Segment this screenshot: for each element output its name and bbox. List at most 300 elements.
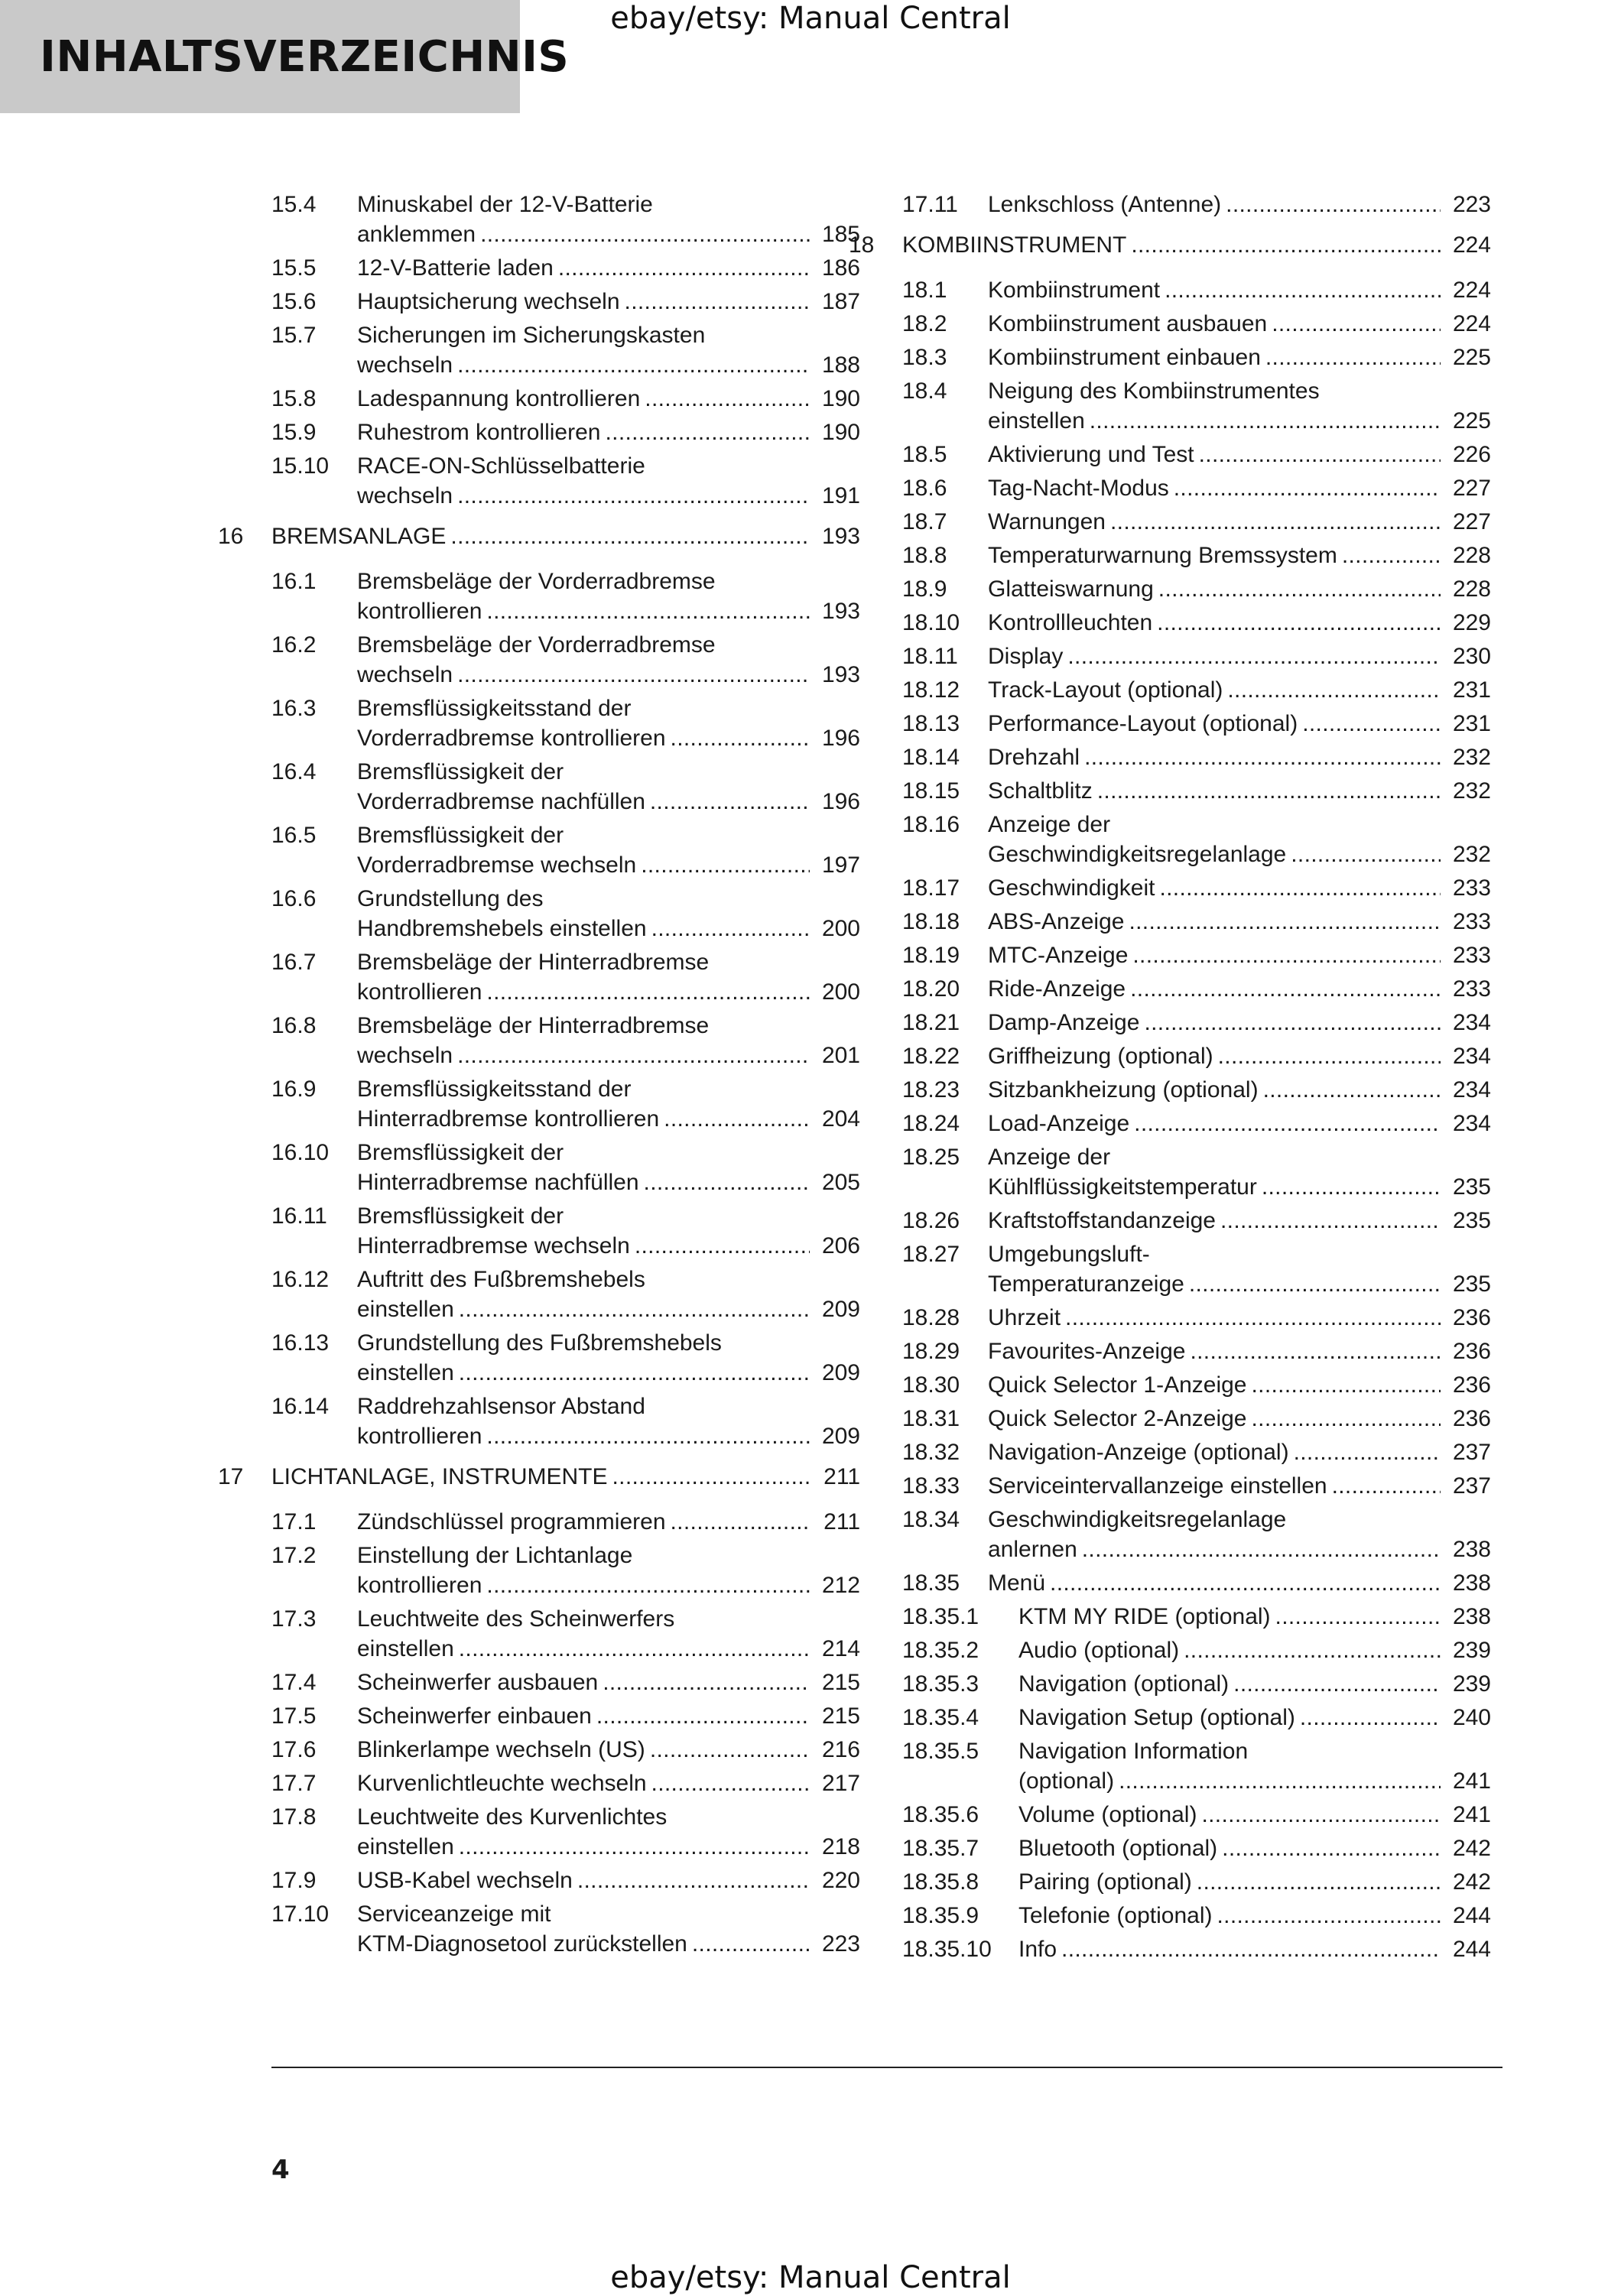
toc-entry-title: Audio (optional): [1018, 1638, 1180, 1663]
toc-entry-title: Griffheizung (optional): [988, 1044, 1213, 1069]
toc-entry[interactable]: [902, 1867, 1491, 1897]
toc-entry-page: 196: [821, 789, 860, 814]
toc-entry[interactable]: [271, 320, 860, 380]
toc-entry-title: Hinterradbremse nachfüllen: [357, 1170, 639, 1195]
toc-entry-number: 18.4: [902, 378, 947, 404]
toc-entry[interactable]: [902, 974, 1491, 1004]
toc-entry-title: einstellen: [357, 1636, 454, 1661]
dot-leader: [1061, 1934, 1441, 1964]
dot-leader: [650, 787, 810, 817]
toc-entry-page: 225: [1452, 345, 1491, 370]
toc-entry[interactable]: [902, 574, 1491, 604]
toc-entry-page: 190: [821, 386, 860, 411]
toc-entry-number: 18.30: [902, 1372, 960, 1398]
toc-entry-number: 18.21: [902, 1010, 960, 1035]
toc-entry[interactable]: [902, 907, 1491, 937]
toc-entry-page: 240: [1452, 1705, 1491, 1730]
toc-entry-number: 18.35.4: [902, 1705, 979, 1730]
toc-entry[interactable]: [849, 230, 1491, 260]
dot-leader: [1130, 974, 1441, 1004]
toc-entry[interactable]: [902, 1505, 1491, 1564]
dot-leader: [486, 596, 810, 626]
toc-entry-title-line: Serviceanzeige mit: [357, 1901, 551, 1927]
toc-entry-title: kontrollieren: [357, 599, 482, 624]
dot-leader: [1165, 275, 1441, 305]
toc-entry-title: Bluetooth (optional): [1018, 1836, 1218, 1861]
dot-leader: [1065, 1303, 1441, 1333]
toc-entry[interactable]: [271, 1201, 860, 1261]
toc-entry[interactable]: [902, 776, 1491, 806]
toc-entry-title: wechseln: [357, 483, 453, 508]
toc-entry-number: 18.8: [902, 543, 947, 568]
toc-entry-title: Info: [1018, 1937, 1057, 1962]
toc-entry-page: 233: [1452, 875, 1491, 901]
toc-entry-number: 17.1: [271, 1509, 317, 1534]
toc-entry[interactable]: [271, 693, 860, 753]
toc-entry[interactable]: [902, 873, 1491, 903]
dot-leader: [1199, 440, 1441, 469]
toc-entry-title: Geschwindigkeitsregelanlage: [988, 842, 1287, 867]
toc-entry-title: ABS-Anzeige: [988, 909, 1125, 934]
toc-entry[interactable]: [271, 1735, 860, 1765]
toc-entry[interactable]: [902, 1008, 1491, 1038]
toc-entry[interactable]: [271, 1074, 860, 1134]
toc-entry-number: 18.24: [902, 1111, 960, 1136]
toc-entry-page: 193: [821, 599, 860, 624]
toc-entry-number: 15.10: [271, 453, 330, 479]
dot-leader: [1275, 1602, 1441, 1632]
dot-leader: [1157, 608, 1441, 638]
toc-entry-title: Favourites-Anzeige: [988, 1339, 1186, 1364]
toc-entry[interactable]: [271, 1768, 860, 1798]
toc-entry[interactable]: [218, 1462, 860, 1492]
toc-entry[interactable]: [902, 1602, 1491, 1632]
toc-entry[interactable]: [271, 384, 860, 414]
toc-entry-number: 18.35.1: [902, 1604, 979, 1629]
toc-entry-title: Performance-Layout (optional): [988, 711, 1298, 736]
toc-entry-number: 18.7: [902, 509, 947, 534]
toc-entry-page: 214: [821, 1636, 860, 1661]
toc-entry[interactable]: [271, 1668, 860, 1697]
toc-entry-number: 18.29: [902, 1339, 960, 1364]
toc-entry-page: 235: [1452, 1208, 1491, 1233]
toc-entry-page: 242: [1452, 1836, 1491, 1861]
dot-leader: [1190, 1336, 1441, 1366]
toc-entry-title: Ride-Anzeige: [988, 976, 1126, 1002]
toc-entry[interactable]: [902, 343, 1491, 372]
dot-leader: [603, 1668, 810, 1697]
toc-entry-title: Pairing (optional): [1018, 1869, 1192, 1895]
toc-entry[interactable]: [271, 820, 860, 880]
toc-entry-title-line: Raddrehzahlsensor Abstand: [357, 1394, 645, 1419]
dot-leader: [457, 481, 810, 511]
toc-entry-title: Warnungen: [988, 509, 1106, 534]
toc-entry[interactable]: [902, 1833, 1491, 1863]
toc-entry[interactable]: [902, 190, 1491, 219]
toc-entry-title-line: Sicherungen im Sicherungskasten: [357, 323, 706, 348]
toc-entry-page: 234: [1452, 1077, 1491, 1103]
toc-entry-title: Menü: [988, 1570, 1046, 1596]
toc-entry[interactable]: [271, 1265, 860, 1324]
dot-leader: [1132, 940, 1441, 970]
toc-entry-number: 18.13: [902, 711, 960, 736]
toc-entry-number: 16.9: [271, 1077, 317, 1102]
toc-entry-title-line: Bremsflüssigkeitsstand der: [357, 696, 632, 721]
toc-entry-number: 18.17: [902, 875, 960, 901]
toc-entry[interactable]: [271, 287, 860, 317]
toc-entry[interactable]: [271, 947, 860, 1007]
toc-entry[interactable]: [902, 473, 1491, 503]
toc-entry-page: 200: [821, 979, 860, 1005]
toc-entry-number: 18.28: [902, 1305, 960, 1330]
dot-leader: [625, 287, 810, 317]
toc-entry[interactable]: [902, 742, 1491, 772]
toc-entry-page: 233: [1452, 943, 1491, 968]
toc-entry-page: 238: [1452, 1604, 1491, 1629]
toc-entry[interactable]: [902, 1239, 1491, 1299]
toc-entry-page: 193: [821, 524, 860, 549]
toc-entry-page: 234: [1452, 1111, 1491, 1136]
toc-entry-title-line: Neigung des Kombiinstrumentes: [988, 378, 1320, 404]
toc-entry-number: 18.35.8: [902, 1869, 979, 1895]
toc-entry[interactable]: [902, 1336, 1491, 1366]
toc-entry-number: 18.33: [902, 1473, 960, 1499]
toc-entry-page: 237: [1452, 1473, 1491, 1499]
toc-entry[interactable]: [902, 1934, 1491, 1964]
toc-entry[interactable]: [902, 376, 1491, 436]
toc-entry-page: 215: [821, 1703, 860, 1729]
toc-entry[interactable]: [271, 1541, 860, 1600]
toc-entry-title: Kombiinstrument ausbauen: [988, 311, 1268, 336]
toc-entry-title: Telefonie (optional): [1018, 1903, 1213, 1928]
toc-entry-page: 232: [1452, 778, 1491, 804]
toc-entry-page: 224: [1452, 232, 1491, 258]
dot-leader: [459, 1358, 810, 1388]
toc-entry[interactable]: [271, 567, 860, 626]
toc-entry-title-line: Grundstellung des Fußbremshebels: [357, 1330, 722, 1356]
toc-entry-title: Navigation Setup (optional): [1018, 1705, 1295, 1730]
toc-entry[interactable]: [271, 757, 860, 817]
toc-entry[interactable]: [902, 641, 1491, 671]
toc-entry-page: 225: [1452, 408, 1491, 434]
dot-leader: [1082, 1534, 1441, 1564]
dot-leader: [671, 723, 810, 753]
toc-entry[interactable]: [271, 1701, 860, 1731]
toc-entry-page: 185: [821, 222, 860, 247]
toc-entry[interactable]: [902, 1370, 1491, 1400]
dot-leader: [486, 1421, 810, 1451]
toc-entry-title: Sitzbankheizung (optional): [988, 1077, 1259, 1103]
toc-entry-page: 236: [1452, 1406, 1491, 1431]
dot-leader: [1226, 190, 1441, 219]
toc-entry-title: Uhrzeit: [988, 1305, 1061, 1330]
toc-entry-number: 18: [849, 232, 875, 258]
toc-entry-page: 228: [1452, 576, 1491, 602]
toc-entry-title: anlernen: [988, 1537, 1077, 1562]
toc-entry-title-line: Minuskabel der 12-V-Batterie: [357, 192, 653, 217]
toc-entry-page: 200: [821, 916, 860, 941]
toc-entry[interactable]: [902, 1109, 1491, 1138]
toc-entry-title: Navigation-Anzeige (optional): [988, 1440, 1289, 1465]
toc-entry[interactable]: [902, 309, 1491, 339]
toc-entry-number: 18.35.2: [902, 1638, 979, 1663]
dot-leader: [486, 1570, 810, 1600]
toc-entry-number: 16.5: [271, 823, 317, 848]
dot-leader: [1342, 541, 1441, 570]
toc-entry[interactable]: [271, 630, 860, 690]
dot-leader: [1090, 406, 1441, 436]
toc-entry[interactable]: [271, 1011, 860, 1070]
toc-entry-number: 18.34: [902, 1507, 960, 1532]
toc-entry-number: 18.19: [902, 943, 960, 968]
toc-entry[interactable]: [902, 1669, 1491, 1699]
toc-entry[interactable]: [902, 1800, 1491, 1830]
dot-leader: [612, 1462, 810, 1492]
toc-entry[interactable]: [271, 1802, 860, 1862]
toc-entry[interactable]: [902, 810, 1491, 869]
toc-entry[interactable]: [902, 940, 1491, 970]
dot-leader: [1050, 1568, 1441, 1598]
toc-entry-page: 236: [1452, 1305, 1491, 1330]
dot-leader: [1291, 839, 1441, 869]
toc-entry-number: 18.35.5: [902, 1739, 979, 1764]
toc-entry-page: 190: [821, 420, 860, 445]
toc-entry-page: 201: [821, 1043, 860, 1068]
toc-entry-title-line: Bremsbeläge der Hinterradbremse: [357, 1013, 710, 1038]
toc-entry-number: 18.35: [902, 1570, 960, 1596]
toc-entry-number: 18.18: [902, 909, 960, 934]
toc-entry-number: 18.15: [902, 778, 960, 804]
toc-entry-page: 205: [821, 1170, 860, 1195]
toc-entry-title: KTM MY RIDE (optional): [1018, 1604, 1271, 1629]
toc-entry-title: Temperaturanzeige: [988, 1271, 1184, 1297]
toc-entry-title-line: Auftritt des Fußbremshebels: [357, 1267, 645, 1292]
toc-entry-title: 12-V-Batterie laden: [357, 255, 554, 281]
toc-entry-number: 16.10: [271, 1140, 330, 1165]
toc-entry[interactable]: [902, 1404, 1491, 1434]
toc-entry-title: Tag-Nacht-Modus: [988, 476, 1169, 501]
toc-entry-title: Kombiinstrument: [988, 278, 1161, 303]
toc-entry-number: 16.13: [271, 1330, 330, 1356]
dot-leader: [651, 1768, 810, 1798]
toc-entry-number: 18.35.3: [902, 1671, 979, 1697]
dot-leader: [1294, 1437, 1441, 1467]
toc-entry-number: 18.23: [902, 1077, 960, 1103]
toc-entry-page: 204: [821, 1106, 860, 1132]
dot-leader: [1084, 742, 1441, 772]
toc-entry-page: 209: [821, 1360, 860, 1385]
toc-entry[interactable]: [902, 1303, 1491, 1333]
dot-leader: [1252, 1404, 1441, 1434]
toc-entry[interactable]: [902, 1471, 1491, 1501]
dot-leader: [1265, 343, 1441, 372]
toc-entry-title: Hauptsicherung wechseln: [357, 289, 620, 314]
toc-entry-page: 209: [821, 1297, 860, 1322]
toc-entry-title: einstellen: [357, 1360, 454, 1385]
toc-entry-title: kontrollieren: [357, 1424, 482, 1449]
toc-entry[interactable]: [271, 884, 860, 943]
toc-entry[interactable]: [902, 1703, 1491, 1733]
toc-entry-title: Geschwindigkeit: [988, 875, 1155, 901]
dot-leader: [692, 1929, 810, 1959]
toc-column-right: [849, 190, 1491, 1968]
dot-leader: [1222, 1833, 1441, 1863]
toc-entry-title: Hinterradbremse kontrollieren: [357, 1106, 660, 1132]
toc-entry-number: 18.32: [902, 1440, 960, 1465]
dot-leader: [459, 1634, 810, 1664]
toc-entry-number: 17.9: [271, 1868, 317, 1893]
toc-entry-number: 18.6: [902, 476, 947, 501]
toc-entry[interactable]: [902, 1142, 1491, 1202]
toc-entry-title: Scheinwerfer einbauen: [357, 1703, 592, 1729]
toc-entry-number: 16.6: [271, 886, 317, 911]
toc-entry[interactable]: [271, 1899, 860, 1959]
toc-entry[interactable]: [271, 451, 860, 511]
toc-entry-page: 235: [1452, 1271, 1491, 1297]
dot-leader: [1263, 1075, 1441, 1105]
toc-entry-title-line: Bremsflüssigkeit der: [357, 1140, 564, 1165]
toc-entry[interactable]: [902, 675, 1491, 705]
toc-entry-title: KTM-Diagnosetool zurückstellen: [357, 1931, 687, 1957]
toc-entry[interactable]: [902, 608, 1491, 638]
toc-entry[interactable]: [902, 1206, 1491, 1236]
toc-entry[interactable]: [902, 1437, 1491, 1467]
toc-entry-title: Glatteiswarnung: [988, 576, 1154, 602]
toc-entry[interactable]: [271, 253, 860, 283]
toc-entry-number: 18.20: [902, 976, 960, 1002]
page-number: 4: [271, 2155, 290, 2185]
toc-entry-page: 220: [821, 1868, 860, 1893]
toc-entry[interactable]: [271, 1507, 860, 1537]
dot-leader: [457, 1041, 810, 1070]
toc-entry-title-line: Grundstellung des: [357, 886, 544, 911]
toc-entry-number: 18.22: [902, 1044, 960, 1069]
dot-leader: [650, 1735, 810, 1765]
toc-entry-page: 236: [1452, 1372, 1491, 1398]
toc-entry-page: 188: [821, 352, 860, 378]
toc-entry[interactable]: [902, 709, 1491, 739]
toc-entry-page: 238: [1452, 1570, 1491, 1596]
toc-entry-page: 233: [1452, 909, 1491, 934]
toc-entry-number: 17.3: [271, 1606, 317, 1632]
toc-entry-number: 18.25: [902, 1145, 960, 1170]
toc-entry[interactable]: [218, 521, 860, 551]
toc-entry-page: 241: [1452, 1802, 1491, 1827]
toc-entry-title: Ladespannung kontrollieren: [357, 386, 641, 411]
toc-entry-page: 237: [1452, 1440, 1491, 1465]
toc-entry-number: 17.6: [271, 1737, 317, 1762]
toc-entry-title: Kombiinstrument einbauen: [988, 345, 1261, 370]
dot-leader: [1332, 1471, 1441, 1501]
toc-entry-title: LICHTANLAGE, INSTRUMENTE: [271, 1464, 608, 1489]
toc-entry[interactable]: [902, 1736, 1491, 1796]
toc-entry[interactable]: [271, 1392, 860, 1451]
toc-entry-title: kontrollieren: [357, 979, 482, 1005]
toc-entry[interactable]: [271, 190, 860, 249]
toc-entry-title-line: Umgebungsluft-: [988, 1242, 1150, 1267]
toc-entry[interactable]: [271, 1328, 860, 1388]
toc-entry-page: 186: [821, 255, 860, 281]
dot-leader: [1218, 1041, 1441, 1071]
dot-leader: [1197, 1867, 1441, 1897]
toc-entry-number: 16.1: [271, 569, 317, 594]
toc-entry-title: Serviceintervallanzeige einstellen: [988, 1473, 1327, 1499]
toc-entry-title-line: Bremsbeläge der Vorderradbremse: [357, 569, 716, 594]
toc-entry-number: 18.31: [902, 1406, 960, 1431]
toc-entry-page: 217: [821, 1771, 860, 1796]
dot-leader: [480, 219, 810, 249]
toc-entry-title-line: Bremsflüssigkeit der: [357, 759, 564, 784]
toc-entry[interactable]: [902, 1568, 1491, 1598]
toc-entry[interactable]: [902, 541, 1491, 570]
dot-leader: [577, 1866, 810, 1895]
toc-entry-number: 18.27: [902, 1242, 960, 1267]
toc-entry-number: 18.10: [902, 610, 960, 635]
toc-entry[interactable]: [902, 1041, 1491, 1071]
toc-entry[interactable]: [902, 1635, 1491, 1665]
toc-entry-title: Handbremshebels einstellen: [357, 916, 647, 941]
toc-entry-page: 244: [1452, 1937, 1491, 1962]
toc-entry-page: 218: [821, 1834, 860, 1859]
toc-entry-number: 17.10: [271, 1901, 330, 1927]
dot-leader: [644, 1167, 810, 1197]
toc-entry-title: wechseln: [357, 352, 453, 378]
toc-entry-title: BREMSANLAGE: [271, 524, 447, 549]
toc-entry-title: Quick Selector 2-Anzeige: [988, 1406, 1247, 1431]
toc-entry-number: 15.6: [271, 289, 317, 314]
dot-leader: [1189, 1269, 1441, 1299]
toc-entry[interactable]: [902, 440, 1491, 469]
toc-entry-title-line: Anzeige der: [988, 1145, 1111, 1170]
toc-entry[interactable]: [902, 1901, 1491, 1931]
toc-entry-number: 18.2: [902, 311, 947, 336]
toc-entry-title-line: Navigation Information: [1018, 1739, 1249, 1764]
toc-entry-title: KOMBIINSTRUMENT: [902, 232, 1127, 258]
toc-entry[interactable]: [902, 275, 1491, 305]
toc-entry-title: Quick Selector 1-Anzeige: [988, 1372, 1247, 1398]
toc-entry-title: Aktivierung und Test: [988, 442, 1194, 467]
toc-entry-title: MTC-Anzeige: [988, 943, 1129, 968]
toc-entry-title: wechseln: [357, 1043, 453, 1068]
dot-leader: [1159, 873, 1441, 903]
dot-leader: [1252, 1370, 1441, 1400]
toc-entry[interactable]: [271, 417, 860, 447]
toc-entry[interactable]: [271, 1138, 860, 1197]
toc-entry-number: 16.2: [271, 632, 317, 658]
toc-entry-page: 241: [1452, 1768, 1491, 1794]
dot-leader: [1067, 641, 1441, 671]
toc-entry-number: 18.3: [902, 345, 947, 370]
toc-entry-title: Hinterradbremse wechseln: [357, 1233, 630, 1258]
toc-entry-page: 242: [1452, 1869, 1491, 1895]
toc-entry[interactable]: [271, 1866, 860, 1895]
toc-entry-page: 223: [821, 1931, 860, 1957]
toc-entry-number: 18.26: [902, 1208, 960, 1233]
toc-entry[interactable]: [902, 1075, 1491, 1105]
dot-leader: [1302, 709, 1441, 739]
toc-entry-page: 230: [1452, 644, 1491, 669]
toc-entry-page: 236: [1452, 1339, 1491, 1364]
toc-entry-page: 191: [821, 483, 860, 508]
toc-entry-page: 196: [821, 726, 860, 751]
toc-entry-title: einstellen: [357, 1834, 454, 1859]
toc-entry[interactable]: [902, 507, 1491, 537]
toc-entry-page: 233: [1452, 976, 1491, 1002]
toc-entry[interactable]: [271, 1604, 860, 1664]
toc-entry-number: 16.14: [271, 1394, 330, 1419]
toc-entry-page: 227: [1452, 476, 1491, 501]
toc-entry-page: 244: [1452, 1903, 1491, 1928]
